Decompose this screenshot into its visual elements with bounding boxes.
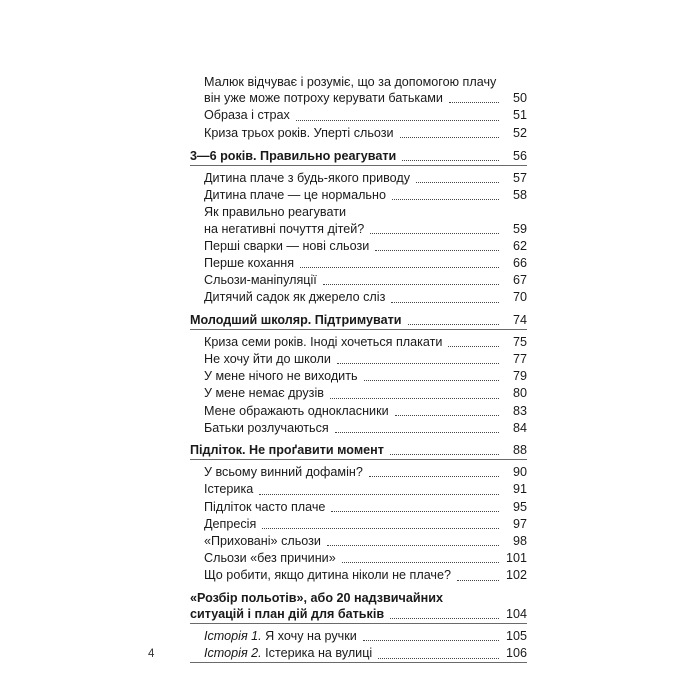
dot-leader bbox=[402, 160, 499, 161]
toc-entry-title: 3—6 років. Правильно реагувати bbox=[190, 148, 397, 163]
page-number: 4 bbox=[148, 648, 155, 660]
toc-entry-title: Сльози-маніпуляції bbox=[204, 273, 317, 288]
toc-page-number: 102 bbox=[505, 568, 527, 583]
toc-entry bbox=[190, 368, 527, 385]
dot-leader bbox=[378, 658, 499, 659]
dot-leader bbox=[390, 454, 499, 455]
dot-leader bbox=[448, 346, 499, 347]
toc-entry bbox=[190, 334, 527, 351]
toc-entry bbox=[190, 567, 527, 584]
toc-entry-title: Криза семи років. Іноді хочеться плакати bbox=[204, 334, 443, 349]
dot-leader bbox=[259, 494, 499, 495]
toc-entry-title: Мене ображають однокласники bbox=[204, 403, 389, 418]
toc-page-number: 77 bbox=[512, 352, 527, 367]
toc-page-number: 62 bbox=[512, 238, 527, 253]
toc-entry-title: Дитина плаче з будь-якого приводу bbox=[204, 171, 411, 186]
story-number: Історія 1. bbox=[204, 629, 262, 644]
toc-entry bbox=[190, 272, 527, 289]
toc-entry-title bbox=[204, 645, 372, 661]
toc-page-number: 74 bbox=[512, 312, 527, 327]
toc-entry-title: У мене нічого не виходить bbox=[204, 369, 358, 384]
dot-leader bbox=[457, 580, 499, 581]
toc-page-number: 56 bbox=[512, 148, 527, 163]
dot-leader bbox=[370, 233, 499, 234]
toc-page-number: 75 bbox=[512, 334, 527, 349]
toc-entry bbox=[190, 420, 527, 437]
toc-entry bbox=[190, 533, 527, 550]
toc-page-number: 97 bbox=[512, 516, 527, 531]
toc-page-number: 104 bbox=[505, 606, 527, 621]
toc-entry bbox=[190, 385, 527, 402]
dot-leader bbox=[449, 102, 499, 103]
dot-leader bbox=[330, 398, 499, 399]
toc-section bbox=[190, 148, 527, 166]
toc-entry bbox=[190, 481, 527, 498]
toc-entry-title: Перше кохання bbox=[204, 256, 295, 271]
toc-entry-title bbox=[204, 628, 357, 644]
dot-leader bbox=[262, 528, 499, 529]
toc-entry-title: Що робити, якщо дитина ніколи не плаче? bbox=[204, 568, 451, 583]
toc-entry-title: Дитина плаче — це нормально bbox=[204, 188, 386, 203]
toc-entry bbox=[190, 628, 527, 645]
toc-page-number: 106 bbox=[505, 646, 527, 661]
dot-leader bbox=[416, 182, 499, 183]
toc-entry-title: Підліток часто плаче bbox=[204, 499, 326, 514]
toc-entry-title: Як правильно реагувати bbox=[204, 205, 347, 220]
toc-entry-title: У всьому винний дофамін? bbox=[204, 465, 363, 480]
toc-section bbox=[190, 590, 527, 624]
dot-leader bbox=[395, 415, 499, 416]
toc-entry-title: Батьки розлучаються bbox=[204, 420, 329, 435]
toc-page-number: 83 bbox=[512, 403, 527, 418]
toc-entry-title: на негативні почуття дітей? bbox=[204, 221, 365, 236]
dot-leader bbox=[337, 363, 499, 364]
toc-page-number: 52 bbox=[512, 125, 527, 140]
toc-entry-title: Молодший школяр. Підтримувати bbox=[190, 312, 402, 327]
toc-page-number: 98 bbox=[512, 534, 527, 549]
toc-entry-title: Депресія bbox=[204, 516, 257, 531]
dot-leader bbox=[391, 302, 499, 303]
toc-page-number: 84 bbox=[512, 420, 527, 435]
toc-entry bbox=[190, 238, 527, 255]
toc-entry bbox=[190, 107, 527, 124]
dot-leader bbox=[331, 511, 499, 512]
toc-page-number: 57 bbox=[512, 171, 527, 186]
toc-entry bbox=[190, 351, 527, 368]
toc-entry bbox=[190, 74, 527, 107]
dot-leader bbox=[392, 199, 499, 200]
dot-leader bbox=[296, 120, 499, 121]
toc-page-number: 58 bbox=[512, 188, 527, 203]
dot-leader bbox=[375, 250, 499, 251]
dot-leader bbox=[327, 545, 499, 546]
toc-page-number: 70 bbox=[512, 290, 527, 305]
toc-page-number: 101 bbox=[505, 551, 527, 566]
story-title: Я хочу на ручки bbox=[261, 629, 357, 644]
dot-leader bbox=[323, 284, 499, 285]
dot-leader bbox=[364, 380, 499, 381]
toc-entry-title: Не хочу йти до школи bbox=[204, 352, 331, 367]
dot-leader bbox=[408, 324, 499, 325]
toc-page-number: 80 bbox=[512, 386, 527, 401]
toc-page-number: 88 bbox=[512, 443, 527, 458]
toc-section bbox=[190, 442, 527, 460]
toc-entry bbox=[190, 645, 527, 662]
toc-page-number: 95 bbox=[512, 499, 527, 514]
toc-entry-title: Перші сварки — нові сльози bbox=[204, 238, 370, 253]
toc-page-number: 105 bbox=[505, 629, 527, 644]
toc-entry-title: Образа і страх bbox=[204, 108, 290, 123]
toc-page-number: 66 bbox=[512, 256, 527, 271]
toc-page-number: 59 bbox=[512, 221, 527, 236]
toc-entry bbox=[190, 403, 527, 420]
toc-entry-title: У мене немає друзів bbox=[204, 386, 324, 401]
toc-entry bbox=[190, 170, 527, 187]
toc-entry-title: «Розбір польотів», або 20 надзвичайних bbox=[190, 590, 443, 605]
dot-leader bbox=[390, 618, 499, 619]
toc-entry bbox=[190, 187, 527, 204]
dot-leader bbox=[300, 267, 499, 268]
toc-entry-title: «Приховані» сльози bbox=[204, 534, 321, 549]
toc-page-number: 79 bbox=[512, 369, 527, 384]
toc-entry-title: ситуацій і план дій для батьків bbox=[190, 606, 385, 621]
toc-entry-title: він уже може потроху керувати батьками bbox=[204, 91, 443, 106]
dot-leader bbox=[400, 137, 499, 138]
toc-page-number: 67 bbox=[512, 273, 527, 288]
toc-section bbox=[190, 312, 527, 330]
toc-entry bbox=[190, 289, 527, 306]
toc-entry bbox=[190, 499, 527, 516]
story-title: Істерика на вулиці bbox=[261, 646, 373, 661]
toc-entry bbox=[190, 550, 527, 567]
toc-entry-title: Підліток. Не проґавити момент bbox=[190, 443, 384, 458]
toc-entry bbox=[190, 125, 527, 142]
toc-page-number: 50 bbox=[512, 91, 527, 106]
toc-page-number: 91 bbox=[512, 482, 527, 497]
toc-entry-title: Сльози «без причини» bbox=[204, 551, 336, 566]
dot-leader bbox=[363, 640, 499, 641]
toc-entry-title: Істерика bbox=[204, 482, 254, 497]
dot-leader bbox=[369, 476, 499, 477]
toc-page-number: 90 bbox=[512, 465, 527, 480]
dot-leader bbox=[335, 432, 499, 433]
toc-entry bbox=[190, 204, 527, 237]
toc-entry-title: Дитячий садок як джерело сліз bbox=[204, 290, 386, 305]
dot-leader bbox=[342, 562, 499, 563]
toc-entry bbox=[190, 516, 527, 533]
toc-entry-title: Криза трьох років. Уперті сльози bbox=[204, 125, 394, 140]
toc-entry bbox=[190, 464, 527, 481]
table-of-contents bbox=[190, 74, 527, 663]
toc-page-number: 51 bbox=[512, 108, 527, 123]
story-number: Історія 2. bbox=[204, 646, 262, 661]
toc-entry-title: Малюк відчуває і розуміє, що за допомогою плачу bbox=[204, 75, 497, 89]
toc-entry bbox=[190, 255, 527, 272]
